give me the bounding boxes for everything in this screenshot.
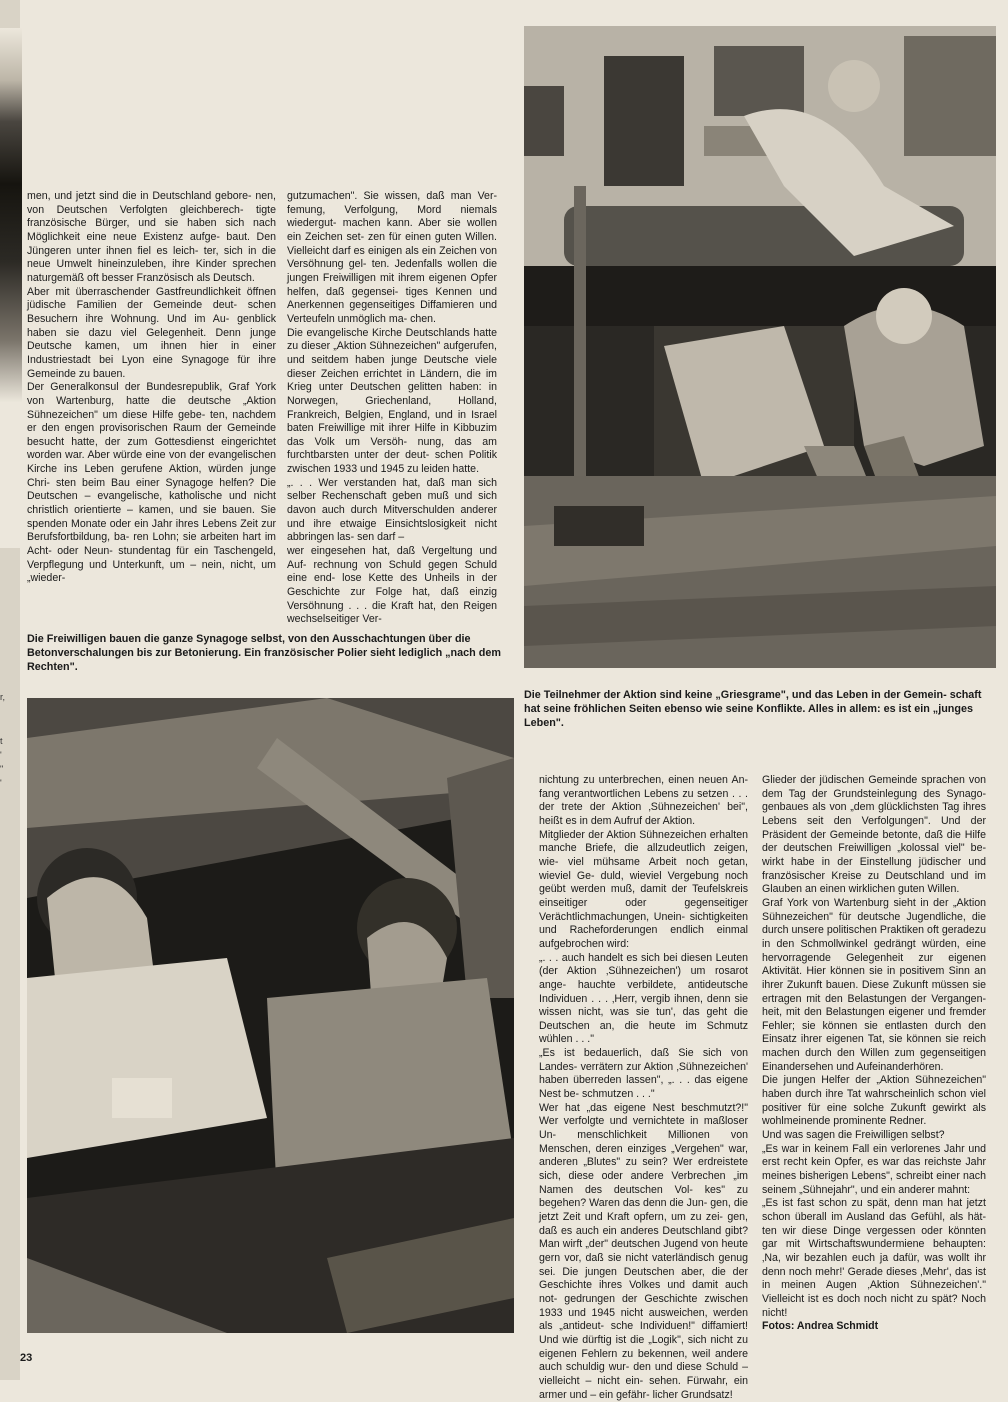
article-column-bottom-right [762, 774, 986, 1334]
paragraph: Und was sagen die Freiwilligen selbst? [762, 1129, 945, 1142]
adjacent-page-photo-strip [0, 28, 22, 548]
paragraph: Mitglieder der Aktion Sühnezeichen erhalten manche Briefe, die allzudeutlich zeigen, wie- viel mühsame Arbeit noch getan, wieviel Ge- duld, wieviel Vergebung noch geübt werden muß, damit der Teufelskreis einseitiger oder gegenseitiger Verächtlichmachungen, Unein- sichtigkeiten und Racheforderungen endlich einmal aufgebrochen wird: [539, 828, 748, 950]
paragraph: Die jungen Helfer der „Aktion Sühnezeichen" haben durch ihre Tat wahrscheinlich schon viel positiver für eine solche Zukunft gewirkt als wohlmeinende prominente Redner. [762, 1074, 986, 1128]
paragraph: „Es ist fast schon zu spät, denn man hat jetzt schon überall im Ausland das Gefühl, als hät- ten wir diese Dinge vergessen oder könnten gar mit Wirtschaftswundermiene behaupten: ‚Na, wir bezahlen euch ja dafür, was wollt ihr denn noch mehr!' Gerade dieses ‚Mehr', das ist in meinen Augen ‚Aktion Sühnezeichen'." Vielleicht ist es doch noch nicht zu spät? Noch nicht! [762, 1197, 986, 1319]
article-column-top-right [287, 190, 497, 627]
paragraph: „Es war in keinem Fall ein verlorenes Jahr und erst recht kein Opfer, es war das reichste Jahr meines bisherigen Lebens", schreibt einer nach seinem „Sühnejahr", und ein anderer mahnt: [762, 1142, 986, 1196]
adjacent-page-text-fragment: r, t ' " ' [0, 692, 6, 788]
article-column-top-left [27, 190, 276, 586]
page-number: 23 [20, 1352, 33, 1364]
article-column-bottom-left [539, 774, 748, 1402]
paragraph: „. . . auch handelt es sich bei diesen Leuten (der Aktion ‚Sühnezeichen') um rosarot ange- hauchte verbildete, antideutsche Individuen . . . ‚Herr, vergib ihnen, denn sie wissen nicht, was sie tun', das geht die Deutschen an, die heute im Schmutz wühlen . . ." [539, 951, 748, 1046]
paragraph: „. . . Wer verstanden hat, daß man sich selber Rechenschaft geben muß und sich davon auch durch Mitverschulden anderer und ihre etwaige Einsichtslosigkeit nicht abbringen las- sen darf – [287, 476, 497, 544]
paragraph: Die evangelische Kirche Deutschlands hatte zu dieser „Aktion Sühnezeichen" aufgerufen, und seitdem haben junge Deutsche viele dieser Zeichen errichtet in Ländern, die im Krieg unter Deutschen gelitten haben: in Norwegen, Griechenland, Holland, Frankreich, Belgien, England, und in Israel baten Freiwillige mit ihrer Hilfe in Kibbuzim das Volk um Versöh- nung, das am furchtbarsten unter der deut- schen Politik zwischen 1933 und 1945 zu leiden hatte. [287, 326, 497, 476]
paragraph: Glieder der jüdischen Gemeinde sprachen von dem Tag der Grundsteinlegung des Synago- genbaues als von „dem glücklichsten Tag ihres Lebens seit den Verfolgungen". Und der Präsident der Gemeinde betonte, daß die Hilfe der deutschen Freiwilligen „kolossal viel" be- wirkt habe in der Einstellung jüdischer und französischer Kreise zu Deutschland und im Glauben an einen wirklichen guten Willen. [762, 774, 986, 896]
caption-bunk-photo: Die Teilnehmer der Aktion sind keine „Griesgrame", und das Leben in der Gemein- schaft hat seine fröhlichen Seiten ebenso wie seine Konflikte. Alles in allem: es ist ein „junges Leben". [524, 689, 982, 729]
photo-volunteers-building [27, 698, 514, 1333]
paragraph: men, und jetzt sind die in Deutschland gebore- nen, von Deutschen Verfolgten gleichberech- tigte französische Bürger, und sie haben sich nach Möglichkeit eine neue Existenz aufge- baut. Den Jüngeren unter ihnen fiel es leich- ter, sich in die neue Umwelt hineinzuleben, ihre Kinder sprechen naturgemäß oft besser Französisch als Deutsch. [27, 190, 276, 284]
paragraph: Der Generalkonsul der Bundesrepublik, Graf York von Wartenburg, hatte die deutsche „Aktion Sühnezeichen" um diese Hilfe gebe- ten, nachdem er den engen provisorischen Raum der Gemeinde besucht hatte, der zum Gottesdienst eingerichtet worden war. Aber würde eine von der evangelischen Kirche ins Leben gerufene Aktion, würden junge Chri- sten beim Bau einer Synagoge helfen? Die Deutschen – evangelische, katholische und nicht christlich orientierte – kamen, und sie bauen. Sie spenden Monate oder ein Jahr ihres Lebens Zeit zur Berufsfortbildung, ba- ren Lohn; sie arbeiten hart im Acht- oder Neun- stundentag für ein Taschengeld, Verpflegung und Unterkunft, um – nein, nicht, um „wieder- [27, 381, 276, 585]
photo-bunk-bed-room [524, 26, 996, 668]
photo-credit: Fotos: Andrea Schmidt [762, 1320, 879, 1333]
paragraph: Graf York von Wartenburg sieht in der „Aktion Sühnezeichen" für deutsche Jugendliche, die durch unsere politischen Praktiken oft geradezu in den Schmollwinkel gedrängt würden, eine hervorragende Gelegenheit zur eigenen Aktivität. Hier können sie in positivem Sinn an ihrer Zukunft bauen. Diese Zukunft müssen sie ertragen mit den Belastungen der Vergangen- heit, mit den Belastungen eigener und fremder Fehler; sie können sie entlasten durch den Einsatz ihrer eigenen Tat, sie können sie reich machen durch den Willen zum gegenseitigen Einandersehen und Aufeinanderhören. [762, 896, 986, 1073]
paragraph: Aber mit überraschender Gastfreundlichkeit öffnen jüdische Familien der Gemeinde deut- schen Besuchern ihre Wohnung. Und im Au- genblick haben sie dazu viel Gelegenheit. Denn junge Deutsche kamen, um ihnen hier in einer Industriestadt bei Lyon eine Synagoge für ihre Gemeinde zu bauen. [27, 285, 276, 380]
paragraph: wer eingesehen hat, daß Vergeltung und Auf- rechnung von Schuld gegen Schuld eine end- lose Kette des Unheils in der Geschichte zur Folge hat, daß einzig Versöhnung . . . die Kraft hat, den Reigen wechselseitiger Ver- [287, 545, 497, 626]
paragraph: „Es ist bedauerlich, daß Sie sich von Landes- verrätern zur Aktion ‚Sühnezeichen' haben überreden lassen", „. . . das eigene Nest be- schmutzen . . ." [539, 1047, 748, 1101]
paragraph: Wer hat „das eigene Nest beschmutzt?!" Wer verfolgte und vernichtete in maßloser Un- menschlichkeit Millionen von Menschen, deren einziges „Vergehen" war, anderen „Blutes" zu sein? Wer erdreistete sich, diese oder andere Verbrechen „im Namen des deutschen Vol- kes" zu begehen? Waren das denn die Jun- gen, die jetzt Zeit und Kraft opfern, um zu zei- gen, daß es auch ein anderes Deutschland gibt? Man wirft „der" deutschen Jugend von heute gern vor, daß sie nicht vaterländisch genug sei. Die jungen Deutschen aber, die der Geschichte ihres Volkes und damit auch not- gedrungen der Geschichte zwischen 1933 und 1945 nicht ausweichen, werden als „antideut- sche Individuen!" diffamiert! Und wie dürftig ist die „Logik", sich nicht zu eigenen Fehlern zu bekennen, weil andere auch schuldig wur- den und diese Schuld – vielleicht – nicht ein- sehen. Fürwahr, ein armer und – ein gefähr- licher Grundsatz! [539, 1101, 748, 1401]
paragraph: nichtung zu unterbrechen, einen neuen An- fang verantwortlichen Lebens zu setzen . . . der trete der Aktion ‚Sühnezeichen' bei", heißt es in dem Aufruf der Aktion. [539, 774, 748, 827]
paragraph: gutzumachen". Sie wissen, daß man Ver- femung, Verfolgung, Mord niemals wiedergut- machen kann. Aber sie wollen ein Zeichen set- zen für einen guten Willen. Vielleicht darf es einigen als ein Zeichen von Versöhnung gel- ten. Jedenfalls wollen die jungen Freiwilligen mit ihrem eigenen Opfer helfen, daß gegensei- tiges Kennen und Anerkennen gegenseitiges Diffamieren und Verteufeln unmöglich ma- chen. [287, 190, 497, 325]
caption-construction-photo: Die Freiwilligen bauen die ganze Synagoge selbst, von den Ausschachtungen über die Betonverschalungen bis zur Betonierung. Ein französischer Polier sieht lediglich „nach dem Rechten". [27, 633, 501, 673]
